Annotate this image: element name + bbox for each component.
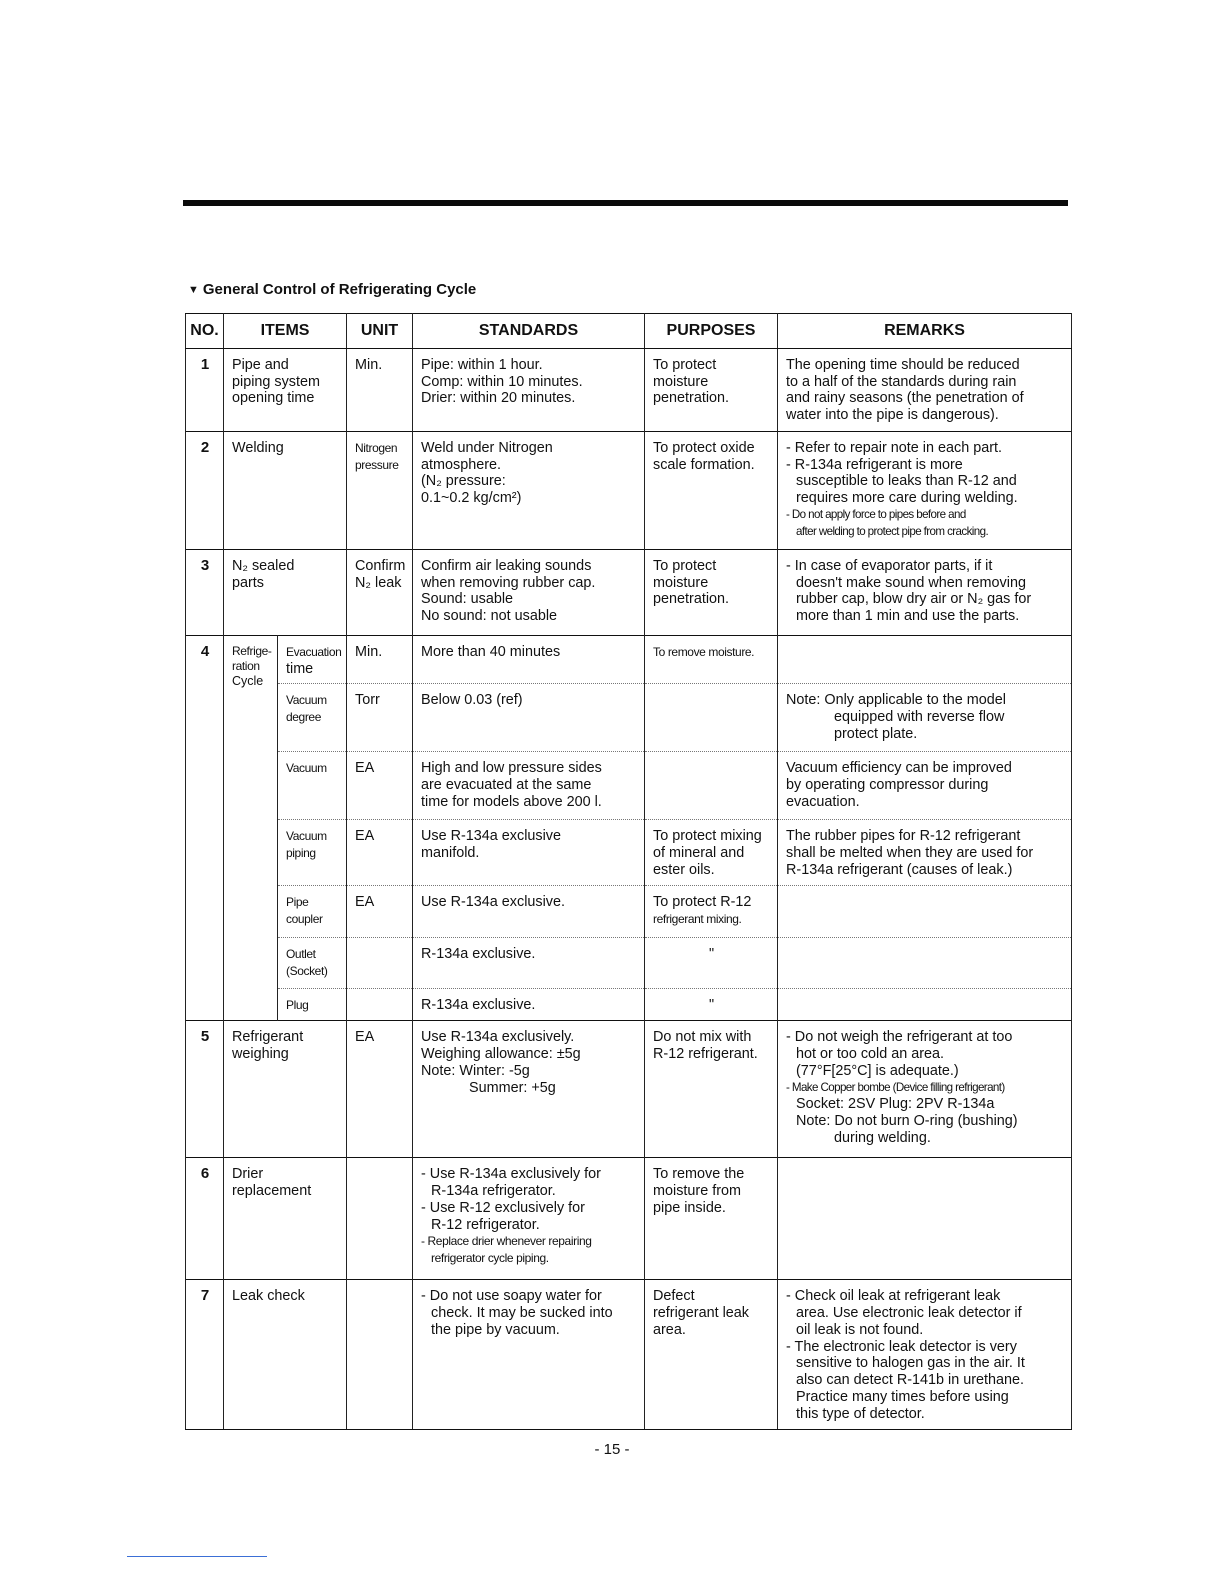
header-items: ITEMS (224, 314, 347, 349)
purposes-cell (645, 1021, 778, 1158)
purposes-text: To remove the (653, 1166, 745, 1183)
standards-cell (413, 752, 645, 820)
purposes-cell (645, 549, 778, 635)
standards-text: the pipe by vacuum. (431, 1321, 560, 1338)
unit-text: Nitrogen (355, 440, 398, 455)
standards-text: refrigerator cycle piping. (431, 1251, 549, 1266)
table-subrow (186, 886, 1072, 938)
item-cell (278, 635, 347, 684)
item-text: Leak check (232, 1288, 305, 1305)
unit-cell (347, 820, 413, 886)
group-label: Cycle (232, 673, 264, 688)
standards-text: R-134a exclusive. (421, 997, 536, 1014)
table-row (186, 1158, 1072, 1280)
table-subrow (186, 752, 1072, 820)
item-cell (224, 1158, 347, 1280)
remarks-text: (77°F[25°C] is adequate.) (796, 1062, 959, 1079)
standards-text: Summer: +5g (469, 1079, 556, 1096)
unit-cell (347, 348, 413, 431)
item-text: Pipe (286, 895, 309, 910)
unit-cell (347, 431, 413, 549)
remarks-text: hot or too cold an area. (796, 1045, 945, 1062)
item-cell (278, 886, 347, 938)
remarks-text: Note: Only applicable to the model (786, 692, 1006, 709)
unit-text: Torr (355, 692, 380, 709)
remarks-text: shall be melted when they are used for (786, 845, 1034, 862)
unit-text: EA (355, 760, 375, 777)
item-text: N₂ sealed (232, 557, 295, 574)
remarks-text: The opening time should be reduced (786, 356, 1020, 373)
table-subrow (186, 684, 1072, 752)
standards-cell (413, 635, 645, 684)
purposes-cell (645, 635, 778, 684)
purposes-cell (645, 684, 778, 752)
remarks-text: - Refer to repair note in each part. (786, 439, 1002, 456)
remarks-text: Practice many times before using (796, 1388, 1009, 1405)
item-text: Refrigerant (232, 1029, 304, 1046)
remarks-text: rubber cap, blow dry air or N₂ gas for (796, 591, 1032, 608)
standards-cell (413, 431, 645, 549)
purposes-cell (645, 1280, 778, 1430)
footer-link-underline (127, 1556, 267, 1557)
row-number: 1 (186, 348, 224, 431)
row-number: 7 (186, 1280, 224, 1430)
standards-text: Note: Winter: -5g (421, 1062, 530, 1079)
table-subrow (186, 938, 1072, 989)
remarks-cell (778, 1158, 1072, 1280)
unit-cell (347, 752, 413, 820)
purposes-text: moisture (653, 574, 709, 591)
remarks-text: more than 1 min and use the parts. (796, 608, 1020, 625)
purposes-cell (645, 431, 778, 549)
standards-text: R-134a refrigerator. (431, 1182, 556, 1199)
standards-text: Use R-134a exclusive. (421, 894, 565, 911)
remarks-text: Socket: 2SV Plug: 2PV R-134a (796, 1096, 995, 1113)
standards-cell (413, 1158, 645, 1280)
purposes-text: moisture (653, 373, 709, 390)
unit-cell (347, 1021, 413, 1158)
triangle-down-icon: ▼ (188, 284, 199, 296)
remarks-text: after welding to protect pipe from cracking. (796, 524, 989, 538)
purposes-text: To protect oxide (653, 439, 755, 456)
purposes-text: To protect R-12 (653, 894, 752, 911)
top-rule (183, 200, 1068, 206)
item-cell (278, 684, 347, 752)
purposes-cell (645, 752, 778, 820)
unit-cell (347, 1280, 413, 1430)
item-text: replacement (232, 1182, 312, 1199)
standards-text: 0.1~0.2 kg/cm²) (421, 490, 522, 507)
remarks-cell (778, 1021, 1072, 1158)
purposes-text: ester oils. (653, 861, 715, 878)
remarks-text: susceptible to leaks than R-12 and (796, 473, 1017, 490)
unit-text: EA (355, 894, 375, 911)
remarks-cell (778, 684, 1072, 752)
remarks-text: doesn't make sound when removing (796, 574, 1026, 591)
item-text: (Socket) (286, 964, 328, 979)
item-text: Drier (232, 1166, 264, 1183)
purposes-text: To protect (653, 356, 717, 373)
table-subrow (186, 989, 1072, 1021)
remarks-cell (778, 752, 1072, 820)
standards-text: time for models above 200 l. (421, 793, 602, 810)
remarks-text: and rainy seasons (the penetration of (786, 390, 1024, 407)
remarks-text: sensitive to halogen gas in the air. It (796, 1355, 1025, 1372)
item-cell (278, 989, 347, 1021)
section-title (188, 281, 476, 298)
standards-text: R-12 refrigerator. (431, 1216, 540, 1233)
standards-cell (413, 348, 645, 431)
remarks-text: - Make Copper bombe (Device filling refrigerant) (786, 1080, 1005, 1094)
page-number: - 15 - (594, 1441, 630, 1458)
standards-text: check. It may be sucked into (431, 1304, 613, 1321)
remarks-text: R-134a refrigerant (causes of leak.) (786, 861, 1013, 878)
standards-text: are evacuated at the same (421, 777, 592, 794)
item-text: degree (286, 710, 321, 725)
remarks-cell (778, 1280, 1072, 1430)
purposes-text: penetration. (653, 591, 730, 608)
header-remarks: REMARKS (778, 314, 1072, 349)
item-text: Vacuum (286, 829, 327, 844)
item-cell (278, 938, 347, 989)
table-row (186, 635, 1072, 684)
purposes-text: moisture from (653, 1182, 741, 1199)
purposes-text: of mineral and (653, 845, 745, 862)
row-number: 4 (186, 635, 224, 1020)
item-cell (224, 431, 347, 549)
item-text: parts (232, 574, 264, 591)
item-text: piping (286, 846, 316, 861)
remarks-cell (778, 820, 1072, 886)
row-number: 6 (186, 1158, 224, 1280)
group-label: ration (232, 658, 260, 673)
unit-text: EA (355, 828, 375, 845)
remarks-text: also can detect R-141b in urethane. (796, 1372, 1025, 1389)
standards-cell (413, 549, 645, 635)
header-row (186, 314, 1072, 349)
remarks-text: oil leak is not found. (796, 1321, 924, 1338)
standards-text: - Do not use soapy water for (421, 1288, 602, 1305)
standards-text: Weld under Nitrogen (421, 439, 553, 456)
remarks-text: - In case of evaporator parts, if it (786, 557, 993, 574)
table-row (186, 1021, 1072, 1158)
purposes-cell (645, 348, 778, 431)
standards-cell (413, 820, 645, 886)
standards-text: - Use R-12 exclusively for (421, 1199, 585, 1216)
unit-text: N₂ leak (355, 574, 402, 591)
row-number: 2 (186, 431, 224, 549)
table-row (186, 549, 1072, 635)
purposes-text: pipe inside. (653, 1199, 726, 1216)
standards-text: Below 0.03 (ref) (421, 692, 523, 709)
purposes-text: Do not mix with (653, 1029, 752, 1046)
standards-cell (413, 1021, 645, 1158)
purposes-cell (645, 938, 778, 989)
remarks-text: Vacuum efficiency can be improved (786, 760, 1012, 777)
remarks-cell (778, 886, 1072, 938)
item-text: Evacuation (286, 644, 342, 659)
item-cell (224, 348, 347, 431)
unit-cell (347, 635, 413, 684)
standards-cell (413, 938, 645, 989)
item-cell (224, 549, 347, 635)
item-text: Pipe and (232, 356, 289, 373)
remarks-text: - The electronic leak detector is very (786, 1338, 1017, 1355)
purposes-text: To protect mixing (653, 828, 762, 845)
table-row (186, 1280, 1072, 1430)
unit-text: EA (355, 1029, 375, 1046)
item-text: piping system (232, 373, 320, 390)
remarks-cell (778, 348, 1072, 431)
standards-text: when removing rubber cap. (421, 574, 596, 591)
standards-cell (413, 1280, 645, 1430)
refrigerating-cycle-table (185, 313, 1072, 1430)
remarks-cell (778, 549, 1072, 635)
remarks-text: equipped with reverse flow (834, 709, 1005, 726)
remarks-cell (778, 431, 1072, 549)
remarks-text: - R-134a refrigerant is more (786, 456, 963, 473)
remarks-text: Note: Do not burn O-ring (bushing) (796, 1113, 1018, 1130)
remarks-text: - Do not apply force to pipes before and (786, 507, 966, 521)
standards-cell (413, 886, 645, 938)
header-no: NO. (186, 314, 224, 349)
standards-cell (413, 989, 645, 1021)
ditto-mark: " (708, 946, 715, 963)
standards-text: (N₂ pressure: (421, 473, 506, 490)
remarks-text: protect plate. (834, 725, 918, 742)
remarks-text: during welding. (834, 1129, 931, 1146)
section-title-text: General Control of Refrigerating Cycle (202, 281, 477, 298)
item-text: opening time (232, 390, 315, 407)
standards-text: Drier: within 20 minutes. (421, 390, 576, 407)
item-text: Vacuum (286, 761, 327, 776)
remarks-text: area. Use electronic leak detector if (796, 1304, 1022, 1321)
item-text: Plug (286, 998, 309, 1013)
remarks-text: to a half of the standards during rain (786, 373, 1017, 390)
remarks-text: this type of detector. (796, 1405, 925, 1422)
remarks-text: The rubber pipes for R-12 refrigerant (786, 828, 1021, 845)
item-cell (224, 1021, 347, 1158)
header-unit: UNIT (347, 314, 413, 349)
purposes-text: R-12 refrigerant. (653, 1045, 758, 1062)
group-label: Refrige- (232, 643, 272, 658)
unit-cell (347, 549, 413, 635)
header-standards: STANDARDS (413, 314, 645, 349)
item-cell (224, 1280, 347, 1430)
standards-text: - Replace drier whenever repairing (421, 1234, 592, 1249)
remarks-cell (778, 635, 1072, 684)
purposes-text: refrigerant mixing. (653, 912, 742, 927)
unit-cell (347, 684, 413, 752)
purposes-text: To protect (653, 557, 717, 574)
item-text: weighing (232, 1045, 289, 1062)
standards-text: Pipe: within 1 hour. (421, 356, 543, 373)
row-number: 5 (186, 1021, 224, 1158)
item-text: coupler (286, 912, 323, 927)
item-text: Welding (232, 439, 284, 456)
remarks-cell (778, 938, 1072, 989)
purposes-text: Defect (653, 1288, 695, 1305)
standards-text: atmosphere. (421, 456, 502, 473)
standards-text: Comp: within 10 minutes. (421, 373, 583, 390)
standards-text: Weighing allowance: ±5g (421, 1045, 581, 1062)
table-row (186, 348, 1072, 431)
standards-text: R-134a exclusive. (421, 946, 536, 963)
group-label-cell (224, 635, 278, 1020)
purposes-text: area. (653, 1321, 686, 1338)
table-row (186, 431, 1072, 549)
row-number: 3 (186, 549, 224, 635)
purposes-text: penetration. (653, 390, 730, 407)
purposes-text: refrigerant leak (653, 1304, 750, 1321)
purposes-text: To remove moisture. (653, 644, 755, 659)
standards-text: Sound: usable (421, 591, 514, 608)
remarks-text: evacuation. (786, 793, 860, 810)
ditto-mark: " (708, 997, 715, 1014)
unit-text: Confirm (355, 557, 406, 574)
remarks-text: water into the pipe is dangerous). (786, 407, 999, 424)
item-text: Vacuum (286, 693, 327, 708)
unit-cell (347, 886, 413, 938)
standards-text: No sound: not usable (421, 608, 558, 625)
remarks-text: requires more care during welding. (796, 490, 1018, 507)
item-text: Outlet (286, 947, 316, 962)
standards-text: Use R-134a exclusive (421, 828, 561, 845)
unit-text: Min. (355, 356, 383, 373)
purposes-cell (645, 820, 778, 886)
header-purposes: PURPOSES (645, 314, 778, 349)
purposes-cell (645, 1158, 778, 1280)
remarks-cell (778, 989, 1072, 1021)
purposes-cell (645, 989, 778, 1021)
standards-text: Use R-134a exclusively. (421, 1029, 575, 1046)
remarks-text: - Do not weigh the refrigerant at too (786, 1029, 1013, 1046)
unit-cell (347, 989, 413, 1021)
standards-cell (413, 684, 645, 752)
unit-text: Min. (355, 643, 383, 660)
standards-text: More than 40 minutes (421, 643, 561, 660)
remarks-text: by operating compressor during (786, 777, 989, 794)
table-subrow (186, 820, 1072, 886)
standards-text: Confirm air leaking sounds (421, 557, 592, 574)
unit-cell (347, 1158, 413, 1280)
remarks-text: - Check oil leak at refrigerant leak (786, 1288, 1001, 1305)
unit-cell (347, 938, 413, 989)
item-cell (278, 820, 347, 886)
item-cell (278, 752, 347, 820)
unit-text: pressure (355, 457, 399, 472)
purposes-text: scale formation. (653, 456, 755, 473)
purposes-cell (645, 886, 778, 938)
standards-text: - Use R-134a exclusively for (421, 1166, 601, 1183)
standards-text: High and low pressure sides (421, 760, 602, 777)
item-text: time (286, 660, 314, 677)
standards-text: manifold. (421, 845, 480, 862)
